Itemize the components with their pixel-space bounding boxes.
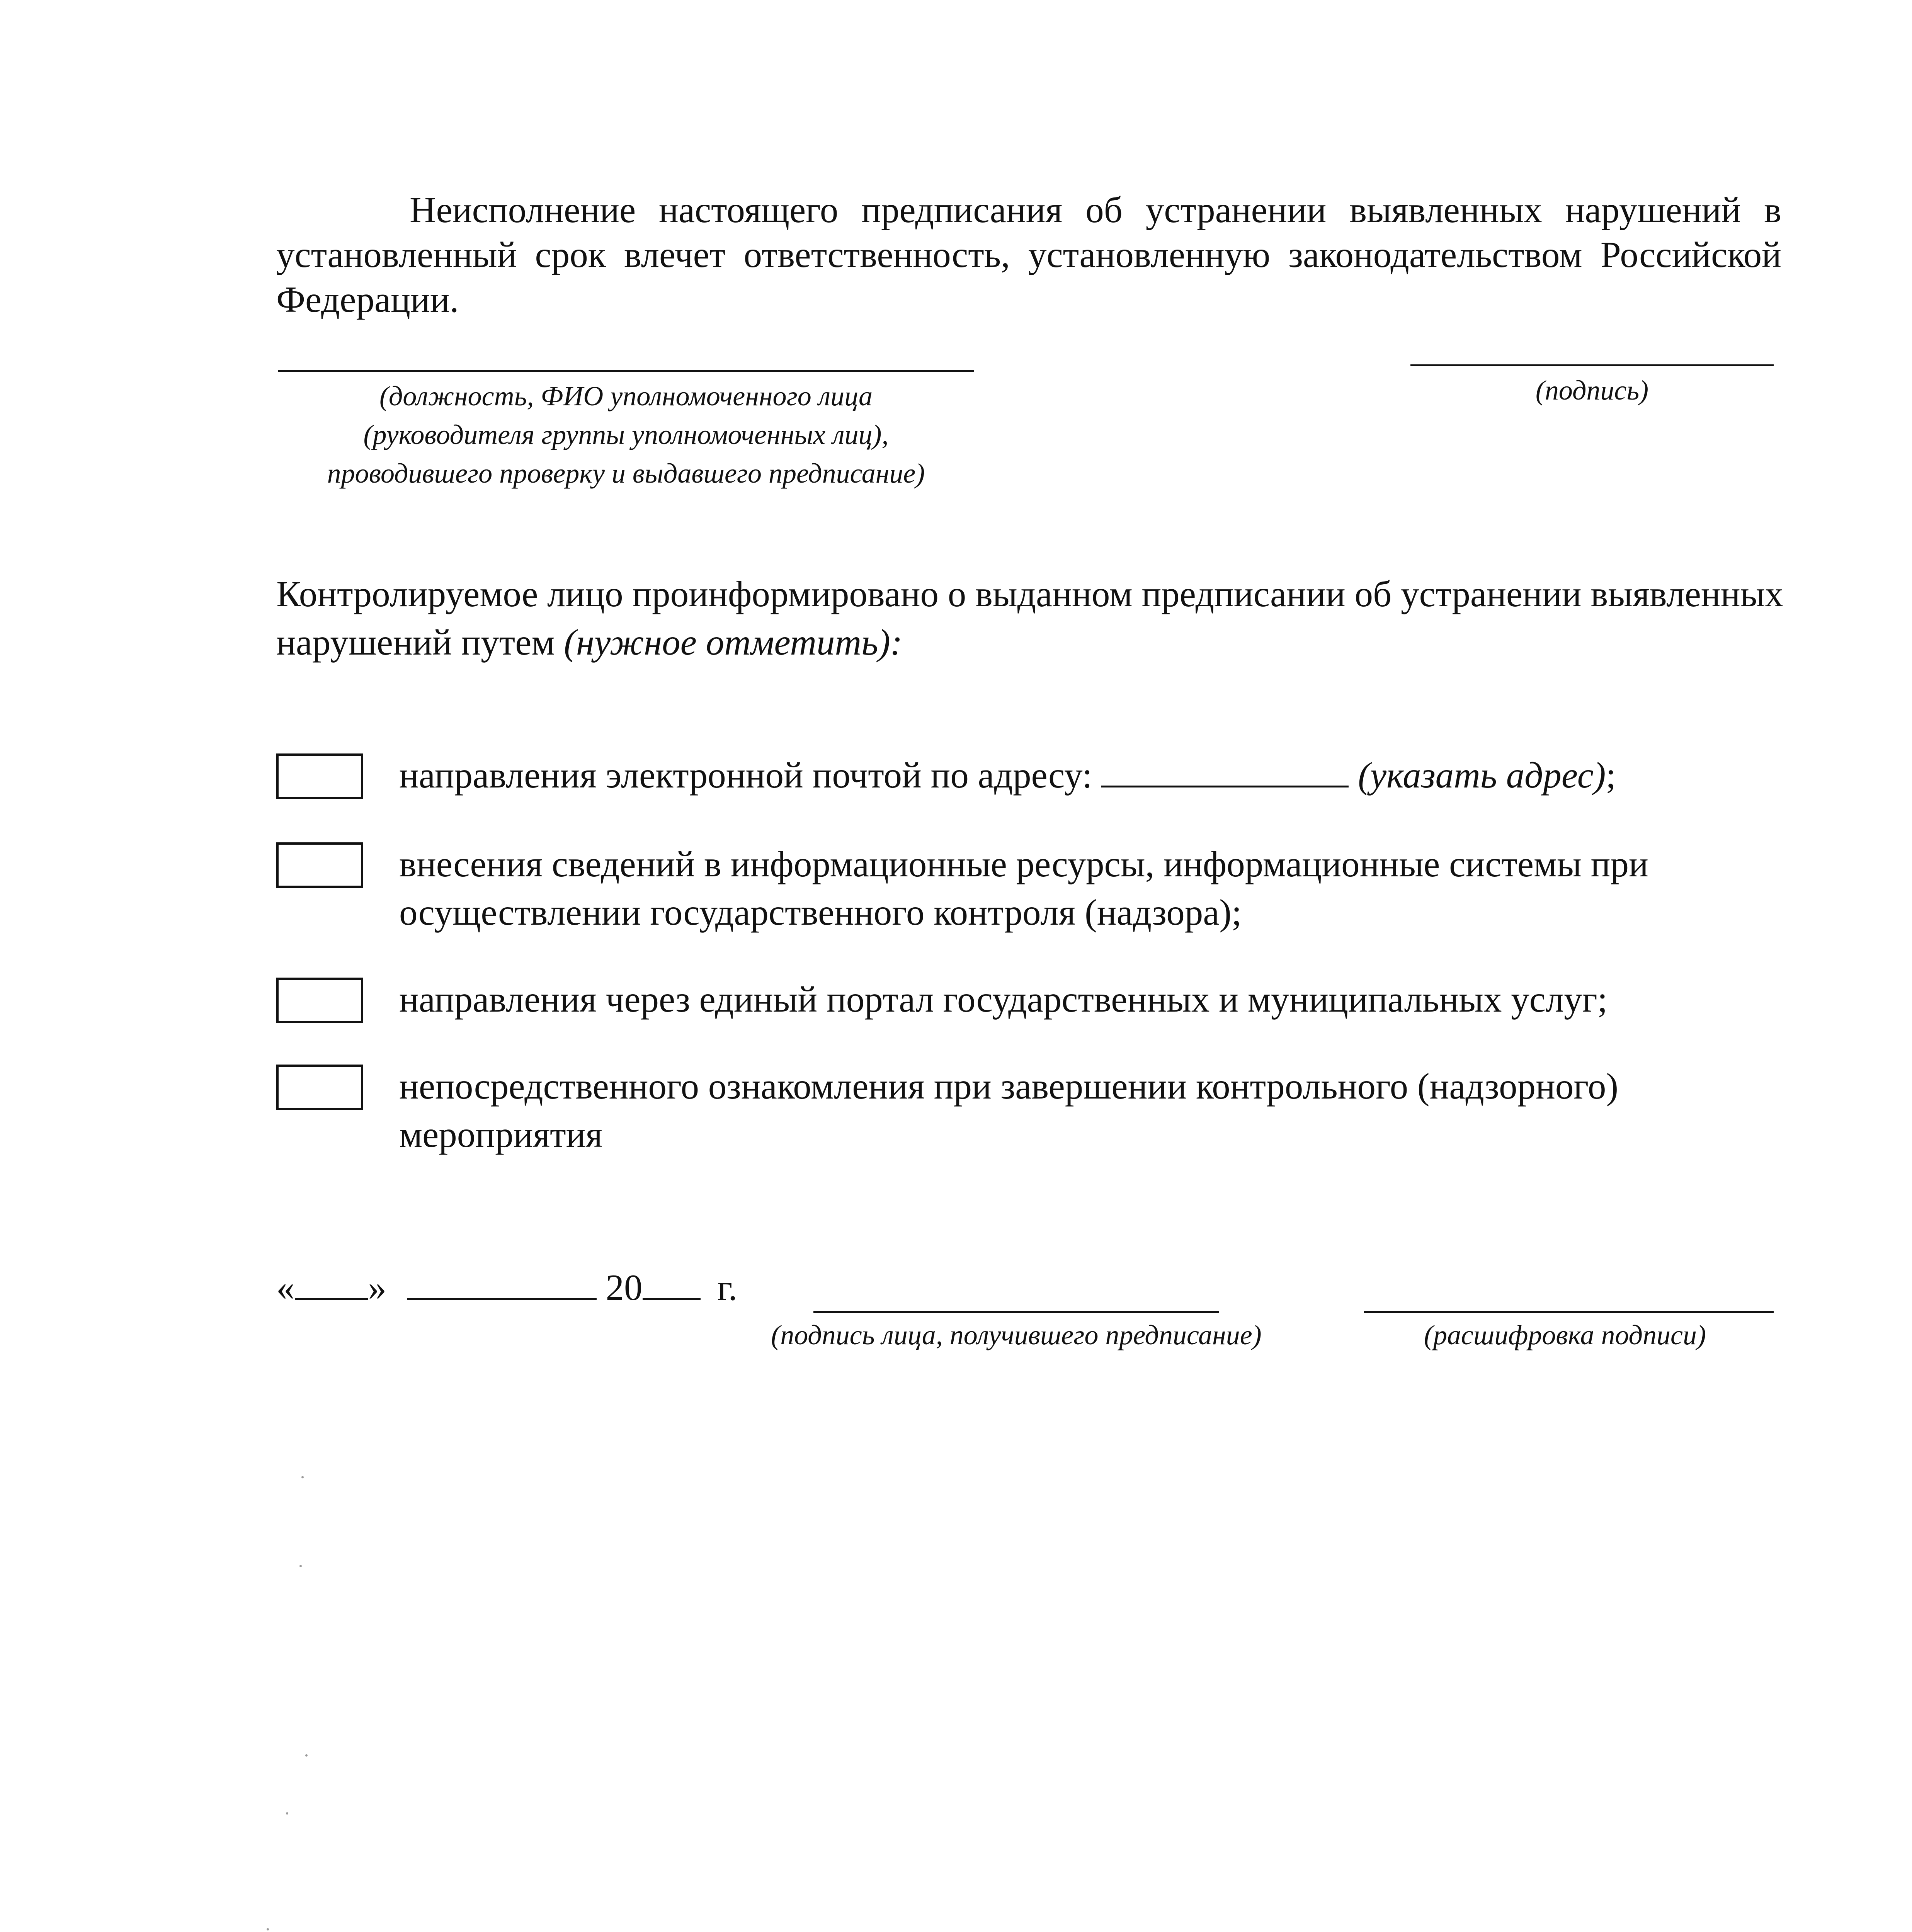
scan-speck xyxy=(305,1754,308,1757)
signature-caption: (подпись) xyxy=(1535,375,1649,406)
option-email-hint: (указать адрес) xyxy=(1358,755,1606,796)
email-address-field[interactable] xyxy=(1101,755,1349,787)
official-caption-line: проводившего проверку и выдавшего предписание) xyxy=(327,458,925,489)
scan-speck xyxy=(267,1928,269,1930)
option-email-checkbox[interactable] xyxy=(276,753,363,799)
official-caption-line: (руководителя группы уполномоченных лиц), xyxy=(363,419,889,450)
signature-line[interactable] xyxy=(1410,364,1774,366)
option-direct-checkbox[interactable] xyxy=(276,1065,363,1110)
official-signature-line[interactable] xyxy=(278,370,974,372)
option-gosuslugi-label: направления через единый портал государственных и муниципальных услуг; xyxy=(399,979,1608,1020)
official-caption-line: (должность, ФИО уполномоченного лица xyxy=(379,381,873,412)
month-field[interactable] xyxy=(407,1265,597,1300)
option-direct xyxy=(276,1065,1822,1165)
option-gosuslugi-checkbox[interactable] xyxy=(276,978,363,1023)
scan-speck xyxy=(301,1476,304,1478)
receiver-signature-caption: (подпись лица, получившего предписание) xyxy=(771,1320,1262,1350)
notice-paragraph xyxy=(276,187,1781,322)
option-email-tail: ; xyxy=(1606,755,1616,796)
option-info-systems-checkbox[interactable] xyxy=(276,842,363,888)
day-field[interactable] xyxy=(295,1265,368,1300)
receiver-decoding-caption: (расшифровка подписи) xyxy=(1424,1320,1706,1350)
inform-hint: (нужное отметить): xyxy=(564,622,903,663)
year-suffix: г. xyxy=(717,1267,738,1308)
option-info-systems xyxy=(276,842,1822,943)
option-direct-label: непосредственного ознакомления при завершении контрольного (надзорного) мероприятия xyxy=(399,1066,1619,1155)
year-prefix: 20 xyxy=(606,1267,643,1308)
date-row xyxy=(276,1264,737,1312)
year-field[interactable] xyxy=(643,1265,701,1300)
scan-speck xyxy=(286,1812,288,1815)
inform-paragraph xyxy=(276,570,1803,667)
option-email-text: направления электронной почтой по адресу: xyxy=(399,755,1102,796)
receiver-decoding-line[interactable] xyxy=(1364,1311,1774,1313)
date-close-quote: » xyxy=(368,1267,386,1308)
option-email xyxy=(276,753,1822,854)
notice-text: Неисполнение настоящего предписания об устранении выявленных нарушений в установленный срок влечет ответственность, установленную законодательством Российской Федерации. xyxy=(276,189,1781,320)
date-open-quote: « xyxy=(276,1267,295,1308)
option-email-label xyxy=(399,751,1821,799)
scan-speck xyxy=(299,1565,302,1567)
official-caption xyxy=(278,377,974,493)
option-info-systems-label: внесения сведений в информационные ресурсы, информационные системы при осуществлении государственного контроля (надзора); xyxy=(399,844,1648,933)
inform-text: Контролируемое лицо проинформировано о выданном предписании об устранении выявленных нарушений путем xyxy=(276,573,1783,663)
receiver-signature-line[interactable] xyxy=(813,1311,1219,1313)
